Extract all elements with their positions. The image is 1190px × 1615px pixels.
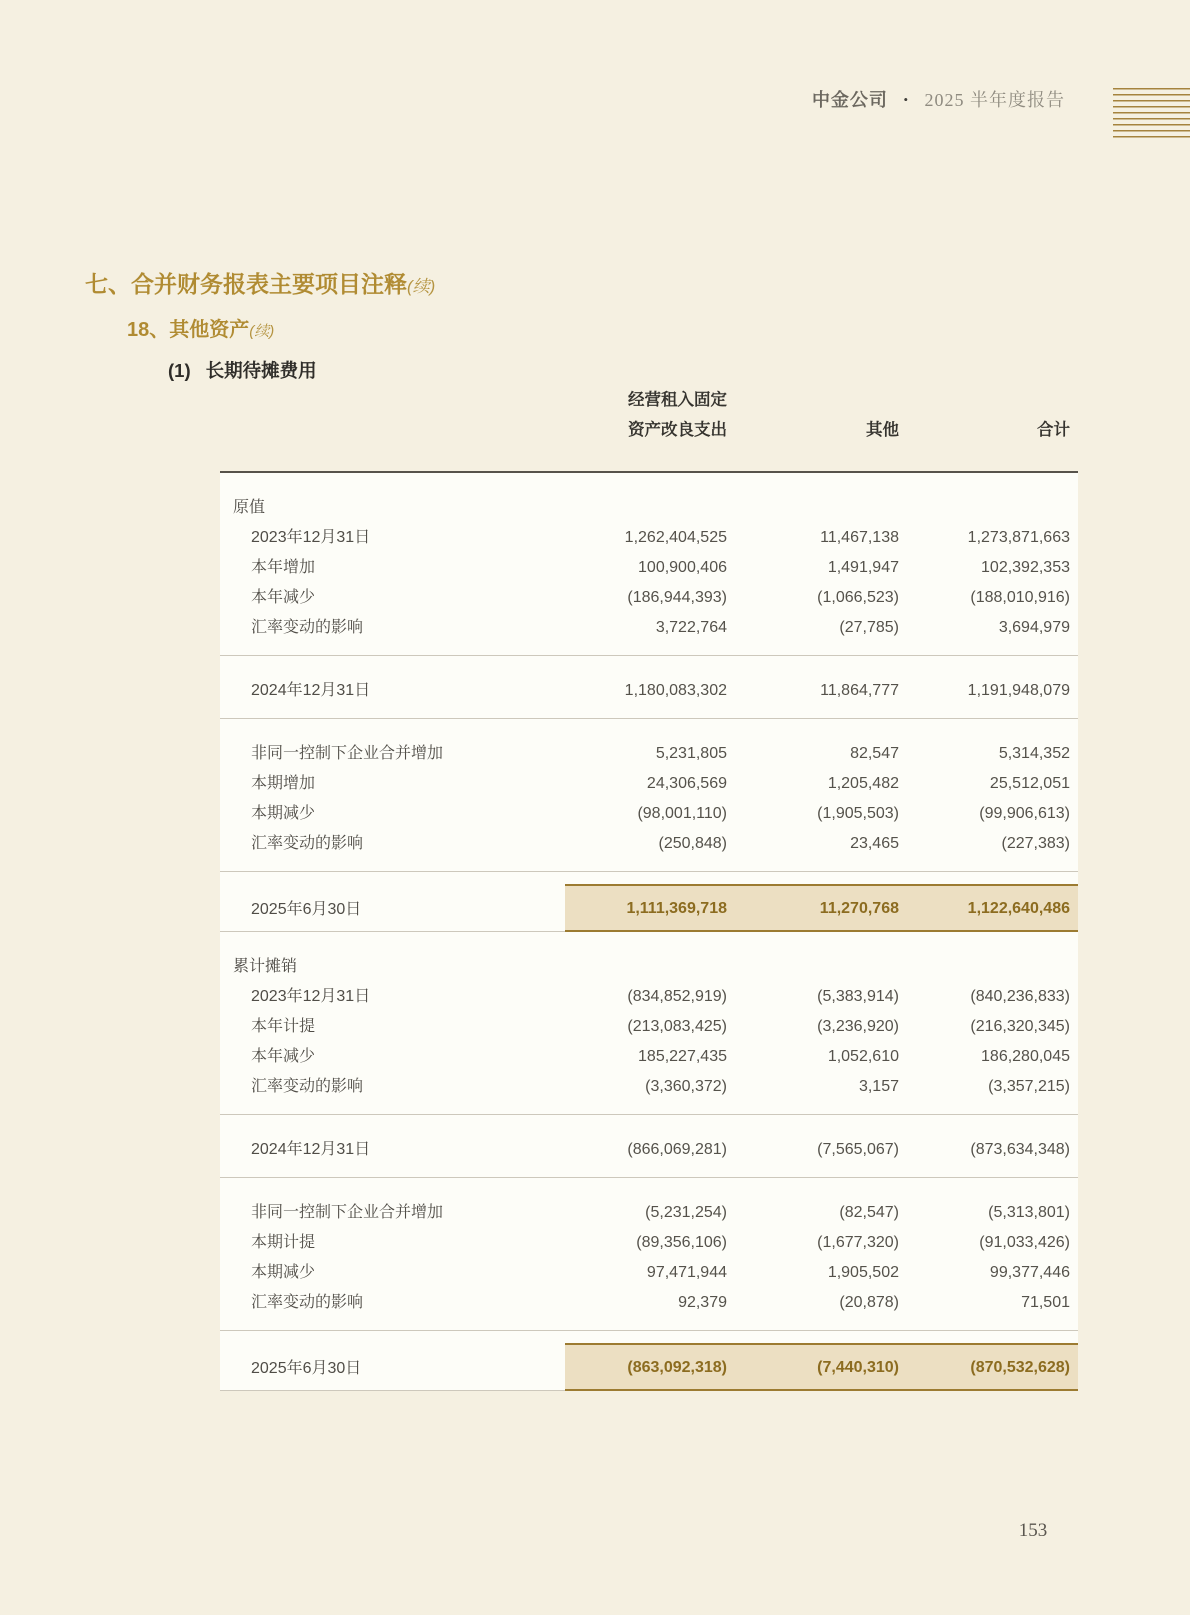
note-title-text: 18、其他资产	[127, 319, 250, 341]
row-divider	[220, 1318, 1078, 1331]
cell-value: (5,231,254)	[645, 1204, 727, 1221]
row-label: 本期计提	[251, 1234, 316, 1251]
table-row-item	[220, 1072, 1078, 1102]
cell-value: 1,262,404,525	[624, 529, 727, 546]
row-label: 汇率变动的影响	[251, 835, 364, 852]
row-label: 汇率变动的影响	[251, 1294, 364, 1311]
row-divider	[220, 859, 1078, 872]
table-row-total	[220, 872, 1078, 932]
page-number: 153	[1018, 1520, 1048, 1541]
column-header-line2: 资产改良支出	[628, 421, 727, 439]
cell-value: 1,180,083,302	[624, 682, 727, 699]
row-divider	[220, 706, 1078, 719]
cell-value: 185,227,435	[638, 1048, 727, 1065]
row-label: 2024年12月31日	[251, 1141, 371, 1158]
cell-value: 3,722,764	[655, 619, 727, 636]
cell-value: (89,356,106)	[636, 1234, 727, 1251]
cell-value: (216,320,345)	[970, 1018, 1070, 1035]
row-divider	[220, 1102, 1078, 1115]
column-header-others: 其他	[735, 385, 907, 472]
section-label: 原值	[233, 499, 266, 516]
section-label: 累计摊销	[233, 958, 298, 975]
subsection-text: 长期待摊费用	[205, 360, 317, 381]
cell-value: (866,069,281)	[627, 1141, 727, 1158]
cell-value: (5,313,801)	[988, 1204, 1070, 1221]
cell-value: 3,694,979	[998, 619, 1070, 636]
cell-value: 102,392,353	[981, 559, 1070, 576]
table-row-item	[220, 613, 1078, 643]
chapter-title-text: 七、合并财务报表主要项目注释	[85, 271, 407, 297]
cell-value: (873,634,348)	[970, 1141, 1070, 1158]
table-header	[220, 385, 1078, 472]
cell-value: (82,547)	[839, 1204, 899, 1221]
cell-value: 24,306,569	[646, 775, 727, 792]
cell-value: (186,944,393)	[627, 589, 727, 606]
cell-value: (7,565,067)	[817, 1141, 899, 1158]
row-label: 汇率变动的影响	[251, 619, 364, 636]
table-row-item	[220, 583, 1078, 613]
total-value: (863,092,318)	[565, 1331, 735, 1391]
cell-value: (1,677,320)	[817, 1234, 899, 1251]
row-label: 非同一控制下企业合并增加	[251, 1204, 444, 1221]
cell-value: 82,547	[850, 745, 899, 762]
row-label: 2023年12月31日	[251, 988, 371, 1005]
running-header	[812, 86, 1065, 112]
row-label: 2025年6月30日	[220, 1331, 565, 1391]
cell-value: 97,471,944	[646, 1264, 727, 1281]
column-header-line1: 经营租入固定	[628, 391, 727, 409]
cell-value: 5,314,352	[998, 745, 1070, 762]
subsection-number: (1)	[168, 360, 191, 381]
cell-value: 186,280,045	[981, 1048, 1070, 1065]
row-label: 2024年12月31日	[251, 682, 371, 699]
table-row-item	[220, 769, 1078, 799]
cell-value: (91,033,426)	[979, 1234, 1070, 1251]
row-label: 2023年12月31日	[251, 529, 371, 546]
table-row-item	[220, 1012, 1078, 1042]
cell-value: 3,157	[858, 1078, 899, 1095]
cell-value: (250,848)	[658, 835, 727, 852]
table-row-rule	[220, 1318, 1078, 1331]
table-row-item	[220, 1258, 1078, 1288]
cell-value: (3,236,920)	[817, 1018, 899, 1035]
table-row-rule	[220, 643, 1078, 656]
total-value: 1,122,640,486	[907, 872, 1078, 932]
table-row-item	[220, 1115, 1078, 1166]
cell-value: 5,231,805	[655, 745, 727, 762]
row-label: 本年减少	[251, 589, 316, 606]
cell-value: (3,360,372)	[645, 1078, 727, 1095]
cell-value: 11,467,138	[820, 529, 899, 546]
table-body	[220, 472, 1078, 1390]
bullet-separator-icon: •	[903, 92, 909, 107]
table-row-total	[220, 1331, 1078, 1391]
cell-value: (27,785)	[839, 619, 899, 636]
cell-value: (834,852,919)	[627, 988, 727, 1005]
row-divider	[220, 643, 1078, 656]
note-title	[127, 313, 274, 342]
table-row-rule	[220, 1165, 1078, 1178]
table-row-item	[220, 1228, 1078, 1258]
row-label: 本年计提	[251, 1018, 316, 1035]
cell-value: 1,491,947	[827, 559, 899, 576]
table-row-section	[220, 472, 1078, 523]
table-header-row	[220, 385, 1078, 472]
table-row-rule	[220, 859, 1078, 872]
cell-value: (227,383)	[1001, 835, 1070, 852]
cell-value: 1,191,948,079	[967, 682, 1070, 699]
total-value: 1,111,369,718	[565, 872, 735, 932]
table-row-item	[220, 523, 1078, 553]
row-label: 本期减少	[251, 805, 316, 822]
header-spacer-cell	[220, 385, 565, 472]
cell-value: 1,052,610	[827, 1048, 899, 1065]
cell-value: 99,377,446	[989, 1264, 1070, 1281]
row-label: 汇率变动的影响	[251, 1078, 364, 1095]
horizontal-lines-ornament-icon	[1113, 88, 1190, 138]
row-label: 非同一控制下企业合并增加	[251, 745, 444, 762]
subsection-title	[168, 357, 317, 383]
cell-value: 11,864,777	[820, 682, 899, 699]
cell-value: 25,512,051	[989, 775, 1070, 792]
cell-value: 1,905,502	[827, 1264, 899, 1281]
cell-value: (188,010,916)	[970, 589, 1070, 606]
cell-value: 1,273,871,663	[967, 529, 1070, 546]
chapter-title-continued: (续)	[407, 277, 436, 296]
cell-value: (213,083,425)	[627, 1018, 727, 1035]
row-label: 本年减少	[251, 1048, 316, 1065]
long-term-deferred-expenses-table	[220, 385, 1078, 1391]
cell-value: 100,900,406	[638, 559, 727, 576]
cell-value: 1,205,482	[827, 775, 899, 792]
total-value: (870,532,628)	[907, 1331, 1078, 1391]
cell-value: (1,066,523)	[817, 589, 899, 606]
cell-value: 92,379	[678, 1294, 727, 1311]
table-row-section	[220, 931, 1078, 982]
table-row-rule	[220, 706, 1078, 719]
column-header-leasehold-improvements	[565, 385, 735, 472]
total-value: (7,440,310)	[735, 1331, 907, 1391]
table-row-item	[220, 1288, 1078, 1318]
chapter-title	[85, 266, 435, 299]
table-row-item	[220, 719, 1078, 770]
cell-value: (20,878)	[839, 1294, 899, 1311]
cell-value: (5,383,914)	[817, 988, 899, 1005]
table-row-item	[220, 656, 1078, 707]
row-label: 本年增加	[251, 559, 316, 576]
company-name: 中金公司	[811, 90, 888, 110]
table-row-item	[220, 799, 1078, 829]
total-value: 11,270,768	[735, 872, 907, 932]
table-row-rule	[220, 1102, 1078, 1115]
row-label: 本期增加	[251, 775, 316, 792]
cell-value: (1,905,503)	[817, 805, 899, 822]
row-label: 2025年6月30日	[220, 872, 565, 932]
cell-value: (840,236,833)	[970, 988, 1070, 1005]
table-row-item	[220, 553, 1078, 583]
table-row-item	[220, 982, 1078, 1012]
report-title: 2025 半年度报告	[924, 90, 1065, 110]
note-title-continued: (续)	[249, 323, 275, 340]
cell-value: 23,465	[850, 835, 899, 852]
cell-value: (99,906,613)	[979, 805, 1070, 822]
row-label: 本期减少	[251, 1264, 316, 1281]
table-row-item	[220, 1178, 1078, 1229]
cell-value: (98,001,110)	[637, 805, 727, 822]
table-row-item	[220, 829, 1078, 859]
row-divider	[220, 1165, 1078, 1178]
cell-value: 71,501	[1021, 1294, 1070, 1311]
table-row-item	[220, 1042, 1078, 1072]
cell-value: (3,357,215)	[988, 1078, 1070, 1095]
column-header-total: 合计	[907, 385, 1078, 472]
